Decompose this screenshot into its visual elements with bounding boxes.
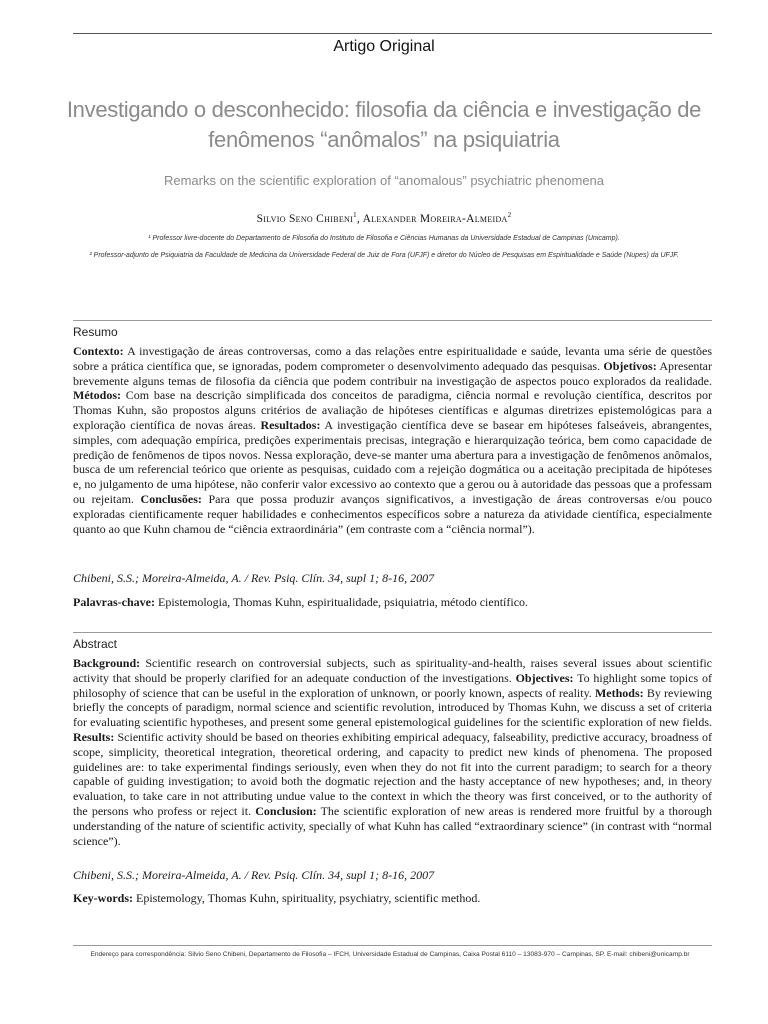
- contexto-text: A investigação de áreas controversas, como a das relações entre espiritualidade e saúde, levanta uma série de questões sobre a prática científica que, se ignoradas, podem comprometer o desenvolvimento adequado das pesquisas.: [73, 344, 712, 373]
- footer-rule: [73, 945, 712, 946]
- background-text: Scientific research on controversial subjects, such as spirituality-and-health, raises several issues about scientific activity that should be properly clarified for an adequate conduction of the investigations.: [73, 656, 712, 685]
- affiliation-2: ² Professor-adjunto de Psiquiatria da Faculdade de Medicina da Universidade Federal de Juiz de Fora (UFJF) e diretor do Núcleo de Pesquisas em Espiritualidade e Saúde (Nupes) da UFJF.: [89, 252, 679, 259]
- background-label: Background:: [73, 656, 141, 670]
- contexto-label: Contexto:: [73, 344, 124, 358]
- abstract-keywords: [73, 891, 712, 906]
- author-mark: 2: [507, 211, 512, 219]
- objetivos-text: Apresentar brevemente alguns temas de filosofia da ciência que podem contribuir na investigação de aspectos pouco explorados da realidade.: [73, 358, 712, 388]
- author-name: Alexander Moreira-Almeida: [362, 212, 508, 225]
- resumo-rule: [73, 320, 712, 321]
- key-words-text: Epistemology, Thomas Kuhn, spirituality, psychiatry, scientific method.: [133, 891, 481, 905]
- metodos-text: Com base na descrição simplificada dos conceitos de paradigma, ciência normal e revolução científica, descritos por Thomas Kuhn, são propostos alguns critérios de avaliação de hipóteses científicas e algumas diretrizes epistemológicas para a exploração científica de novas áreas.: [73, 388, 712, 432]
- abstract-rule: [73, 632, 712, 633]
- resultados-text: A investigação científica deve se basear em hipóteses falseáveis, abrangentes, simples, com adequação empírica, predições experimentais precisas, integração e hierarquização teórica, bem como capacidade de predição de fenômenos de tipos novos. Nessa exploração, deve-se manter uma abertura para a investigação de fenômenos anômalos, busca de um referencial teórico que oriente as pesquisas, cuidado com a rejeição dogmática ou a aceitação precipitada de hipóteses e, no julgamento de uma hipótese, não conferir valor excessivo ao contexto que a gerou ou à autoridade das pessoas que a professam ou rejeitam.: [73, 417, 712, 506]
- conclusoes-label: Conclusões:: [140, 491, 202, 506]
- objectives-label: Objectives:: [515, 670, 574, 685]
- article-type-label: Artigo Original: [333, 38, 435, 55]
- conclusoes-text: Para que possa produzir avanços significativos, a investigação de áreas controversas e/ou pouco exploradas cientificamente requer habilidades e conhecimentos específicos sobre a natureza da atividade científica, especialmente quanto ao que Kuhn chamou de “ciência extraordinária” (em contraste com a “ciência normal”).: [73, 491, 713, 536]
- author-name: Silvio Seno Chibeni: [256, 212, 354, 225]
- affiliation-1: ¹ Professor livre-docente do Departamento de Filosofia do Instituto de Filosofia e Ciências Humanas da Universidade Estadual de Campinas (Unicamp).: [148, 235, 620, 242]
- conclusion-text: The scientific exploration of new areas is rendered more fruitful by a thorough understanding of the nature of scientific activity, specially of what Kuhn has called “extraordinary science” (in contrast with “normal science”).: [73, 803, 713, 848]
- key-words-label: Key-words:: [73, 891, 133, 905]
- methods-text: By reviewing briefly the concepts of paradigm, normal science and scientific revolution, introduced by Thomas Kuhn, we discuss a set of criteria for evaluating scientific hypotheses, and present some general epistemological guidelines for the scientific exploration of new fields.: [73, 685, 712, 730]
- palavras-chave-text: Epistemologia, Thomas Kuhn, espiritualidade, psiquiatria, método científico.: [154, 595, 529, 609]
- resumo-heading: Resumo: [73, 325, 118, 339]
- correspondence-footer: Endereço para correspondência: Silvio Seno Chibeni, Departamento de Filosofia – IFCH, Universidade Estadual de Campinas, Caixa Postal 6110 – 13083-970 – Campinas, SP. E-mail: chibeni@unicamp.br: [90, 951, 690, 958]
- resumo-body: [73, 344, 712, 536]
- results-label: Results:: [73, 729, 115, 744]
- resumo-citation: Chibeni, S.S.; Moreira-Almeida, A. / Rev. Psiq. Clín. 34, supl 1; 8-16, 2007: [73, 571, 435, 585]
- methods-label: Methods:: [594, 685, 644, 700]
- title-line-1: Investigando o desconhecido: filosofia da ciência e investigação de: [66, 97, 702, 122]
- abstract-body: [73, 656, 712, 848]
- resumo-keywords: [73, 595, 712, 610]
- article-title: [60, 95, 708, 155]
- palavras-chave-label: Palavras-chave:: [73, 595, 155, 609]
- metodos-label: Métodos:: [73, 388, 121, 403]
- article-subtitle: Remarks on the scientific exploration of “anomalous” psychiatric phenomena: [163, 173, 605, 188]
- abstract-citation: Chibeni, S.S.; Moreira-Almeida, A. / Rev. Psiq. Clín. 34, supl 1; 8-16, 2007: [73, 868, 435, 882]
- author-mark: 1: [353, 211, 357, 219]
- resultados-label: Resultados:: [260, 417, 321, 432]
- title-line-2: fenômenos “anômalos” na psiquiatria: [208, 127, 560, 152]
- abstract-heading: Abstract: [73, 637, 118, 651]
- objetivos-label: Objetivos:: [603, 358, 657, 373]
- conclusion-label: Conclusion:: [255, 803, 317, 818]
- results-text: Scientific activity should be based on theories exhibiting empirical adequacy, falseability, predictive accuracy, broadness of scope, simplicity, theoretical integration, theoretical ordering, and capacity to predict new kinds of phenomena. The proposed guidelines are: to take experimental findings seriously, even when they do not fit into the current paradigm; to search for a theory capable of guiding investigation; to avoid both the dogmatic rejection and the hasty acceptance of new hypotheses; and, in theory evaluation, to take care in not attributing undue value to the context in which the theory was first conceived, or to the authority of the persons who profess or reject it.: [73, 729, 712, 818]
- author-line: Silvio Seno Chibeni$^1$, Alexander Moreira-Almeida$^2$: [256, 211, 512, 225]
- top-rule: [73, 33, 712, 34]
- objectives-text: To highlight some topics of philosophy of science that can be useful in the exploration of unknown, or poorly known, aspects of reality.: [73, 670, 712, 700]
